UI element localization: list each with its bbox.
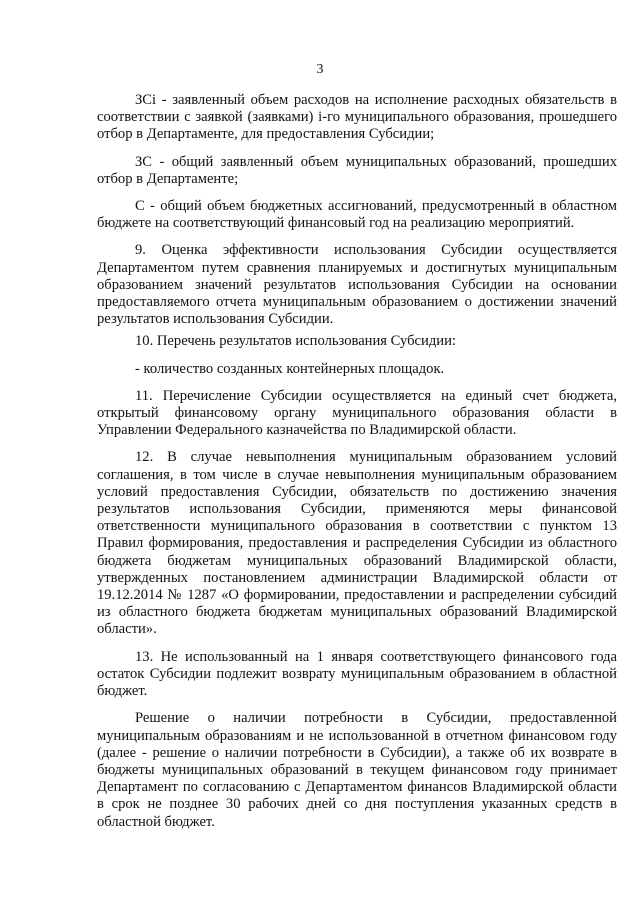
paragraph-zs-definition: ЗС - общий заявленный объем муниципальных образований, прошедших отбор в Департаменте; [97, 153, 617, 187]
document-body [97, 92, 617, 838]
paragraph-c-definition: С - общий объем бюджетных ассигнований, предусмотренный в областном бюджете на соответствующий финансовый год на реализацию мероприятий. [97, 198, 617, 232]
paragraph-return-decision: Решение о наличии потребности в Субсидии, предоставленной муниципальным образованиям и не использованной в отчетном финансовом году (далее - решение о наличии потребности в Субсидии), а также об их возврате в бюджеты муниципальных образований в текущем финансовом году принимает Департамент по согласованию с Департаментом финансов Владимирской области в срок не позднее 30 рабочих дней со дня поступления указанных средств в областной бюджет. [97, 710, 617, 830]
paragraph-item-10: 10. Перечень результатов использования Субсидии: [135, 333, 456, 350]
page-number: 3 [316, 62, 324, 77]
paragraph-item-12: 12. В случае невыполнения муниципальным образованием условий соглашения, в том числе в случае невыполнения муниципальным образованием условий предоставления Субсидии, обязательств по достижению значения результатов использования Субсидии, применяются меры финансовой ответственности муниципального образования в соответствии с пунктом 13 Правил формирования, предоставления и распределения Субсидии из областного бюджета бюджетам муниципальных образований Владимирской области, утвержденных постановлением администрации Владимирской области от 19.12.2014 № 1287 «О формировании, предоставлении и распределении субсидий из областного бюджета бюджетам муниципальных образований Владимирской области». [97, 449, 617, 638]
paragraph-zsi-definition: ЗСi - заявленный объем расходов на исполнение расходных обязательств в соответствии с заявкой (заявками) i-го муниципального образования, прошедшего отбор в Департаменте, для предоставления Субсидии; [97, 92, 617, 143]
paragraph-item-10-result: - количество созданных контейнерных площадок. [135, 360, 445, 377]
paragraph-item-11: 11. Перечисление Субсидии осуществляется на единый счет бюджета, открытый финансовому органу муниципального образования области в Управлении Федерального казначейства по Владимирской области. [97, 387, 617, 439]
paragraph-item-9: 9. Оценка эффективности использования Субсидии осуществляется Департаментом путем сравнения планируемых и достигнутых муниципальным образованием значений результатов использования Субсидии на основании предоставляемого отчета муниципальным образованием о достижении значений результатов использования Субсидии. [97, 242, 617, 328]
paragraph-item-13: 13. Не использованный на 1 января соответствующего финансового года остаток Субсидии подлежит возврату муниципальным образованием в областной бюджет. [97, 648, 617, 700]
